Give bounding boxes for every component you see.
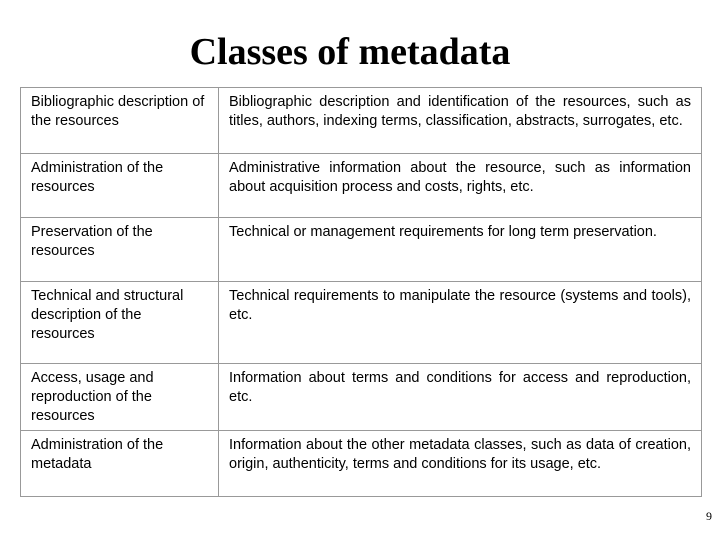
table-row [21, 88, 702, 154]
metadata-description-cell: Bibliographic description and identification of the resources, such as titles, authors, indexing terms, classification, abstracts, surrogates, etc. [219, 88, 702, 154]
metadata-class-cell: Administration of the metadata [21, 431, 219, 497]
metadata-class-cell: Bibliographic description of the resources [21, 88, 219, 154]
metadata-class-cell: Administration of the resources [21, 154, 219, 218]
metadata-classes-table [20, 87, 702, 497]
metadata-class-cell: Technical and structural description of the resources [21, 282, 219, 364]
metadata-class-cell: Access, usage and reproduction of the resources [21, 364, 219, 431]
metadata-description-cell: Technical requirements to manipulate the resource (systems and tools), etc. [219, 282, 702, 364]
metadata-description-cell: Administrative information about the resource, such as information about acquisition process and costs, rights, etc. [219, 154, 702, 218]
table-row [21, 218, 702, 282]
table-row [21, 431, 702, 497]
table-row [21, 282, 702, 364]
metadata-description-cell: Information about the other metadata classes, such as data of creation, origin, authenticity, terms and conditions for its usage, etc. [219, 431, 702, 497]
slide-title: Classes of metadata [189, 31, 511, 73]
table-row [21, 154, 702, 218]
metadata-description-cell: Technical or management requirements for long term preservation. [219, 218, 702, 282]
metadata-class-cell: Preservation of the resources [21, 218, 219, 282]
metadata-description-cell: Information about terms and conditions for access and reproduction, etc. [219, 364, 702, 431]
table-row [21, 364, 702, 431]
page-number: 9 [706, 509, 712, 523]
